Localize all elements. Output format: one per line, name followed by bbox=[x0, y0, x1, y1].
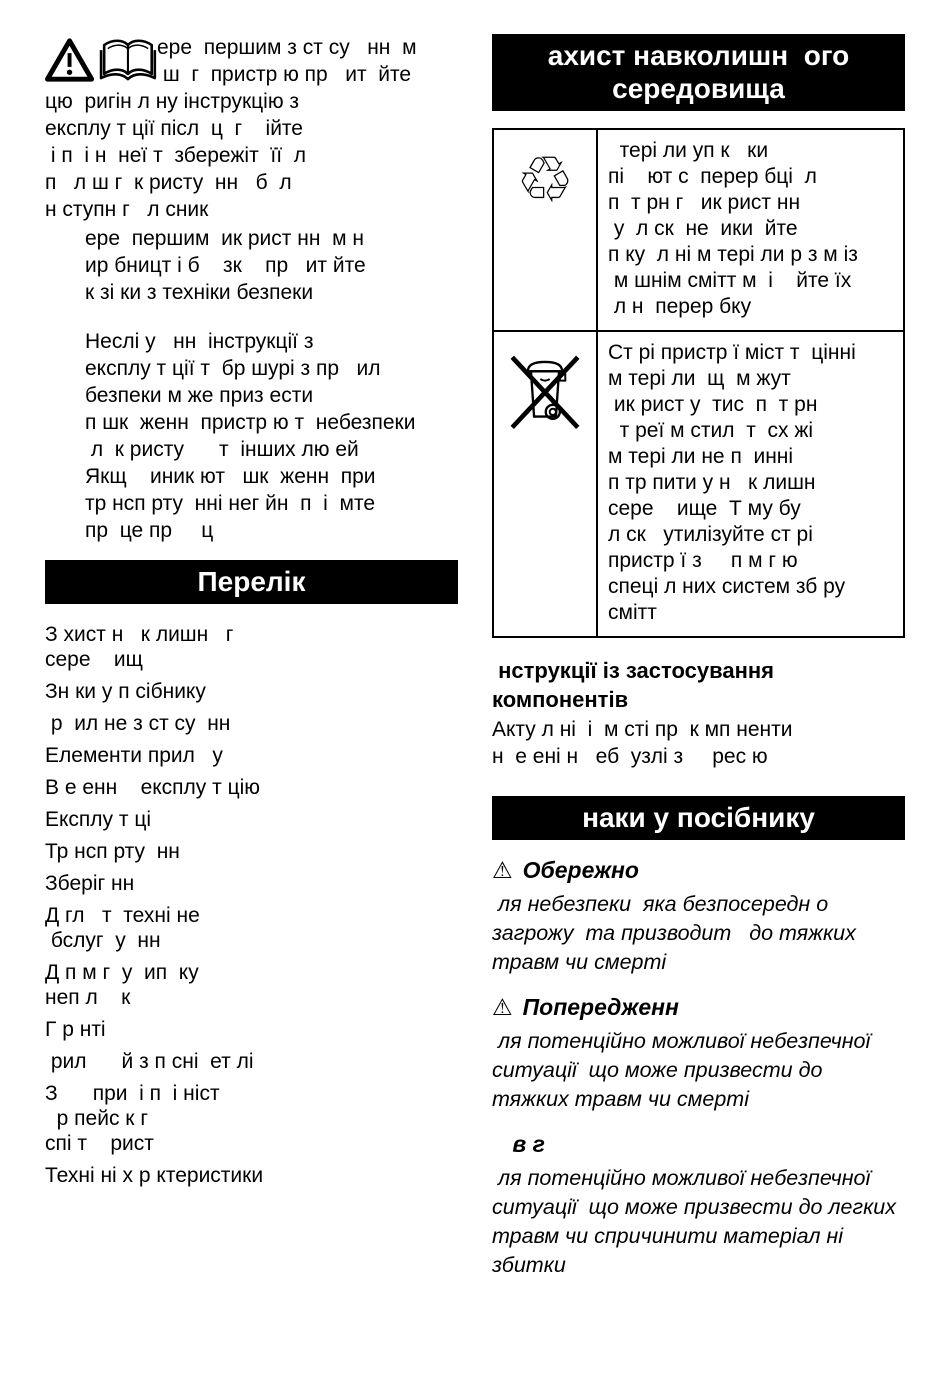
section-header-signs: наки у посібнику bbox=[492, 796, 905, 840]
toc-line: Техні ні х р ктеристики bbox=[45, 1164, 264, 1187]
cell-line: ик рист у тис п т рн bbox=[608, 393, 818, 416]
text-line: Акту л ні і м сті пр к мп ненти bbox=[492, 718, 793, 741]
toc-item bbox=[45, 622, 458, 672]
text-line: ля потенційно можливої небезпечної bbox=[492, 1166, 871, 1190]
toc-line: Елементи прил у bbox=[45, 744, 223, 767]
warning-attention-block bbox=[492, 1129, 905, 1280]
toc-line: Експлу т ці bbox=[45, 808, 152, 831]
header-line: середовища bbox=[612, 73, 785, 104]
cell-line: м тері ли не п инні bbox=[608, 445, 794, 468]
toc-line: З хист н к лишн г bbox=[45, 623, 234, 646]
text-line: ере першим ик рист нн м н bbox=[85, 227, 364, 250]
right-column bbox=[492, 34, 905, 1374]
section-header-environment bbox=[492, 34, 905, 111]
intro-line: ере першим з ст су нн м bbox=[157, 36, 417, 59]
cell-line: пристр ї з п м г ю bbox=[608, 549, 798, 572]
toc-item bbox=[45, 1081, 458, 1156]
warning-body bbox=[492, 890, 905, 977]
cell-line: п ку л ні м тері ли р з м із bbox=[608, 243, 858, 266]
weee-bin-icon bbox=[506, 344, 584, 436]
warning-danger-block bbox=[492, 855, 905, 977]
warning-title-text: в г bbox=[506, 1131, 545, 1157]
warning-caution-block bbox=[492, 992, 905, 1114]
toc-item bbox=[45, 1017, 458, 1042]
toc-line: Зберіг нн bbox=[45, 872, 135, 895]
text-line: к зі ки з техніки безпеки bbox=[85, 281, 314, 304]
cell-line: спеці л них систем зб ру bbox=[608, 575, 846, 598]
intro-line: ш г пристр ю пр ит йте bbox=[157, 63, 412, 86]
components-heading bbox=[492, 656, 905, 714]
warning-triangle-icon bbox=[45, 34, 94, 86]
toc-item bbox=[45, 743, 458, 768]
text-line: експлу т ції т бр шурі з пр ил bbox=[85, 357, 381, 380]
toc-line: Д гл т техні не bbox=[45, 904, 200, 927]
toc-item bbox=[45, 960, 458, 1010]
toc-line: бслуг у нн bbox=[45, 929, 161, 952]
text-line: збитки bbox=[492, 1253, 566, 1277]
text-line: Якщ иник ют шк женн при bbox=[85, 465, 376, 488]
intro-icons bbox=[45, 34, 157, 88]
cell-line: пі ют с перер бці л bbox=[608, 165, 817, 188]
cell-line: м шнім смітт м і йте їх bbox=[608, 269, 852, 292]
heading-line: компонентів bbox=[492, 687, 629, 712]
toc-item bbox=[45, 711, 458, 736]
warning-triangle-icon: ⚠ bbox=[492, 857, 513, 883]
text-line: п шк женн пристр ю т небезпеки bbox=[85, 411, 416, 434]
text-line: травм чи смерті bbox=[492, 950, 667, 974]
cell-line: смітт bbox=[608, 601, 657, 624]
read-manual-book-icon bbox=[99, 34, 157, 86]
toc-line: неп л к bbox=[45, 986, 131, 1009]
components-section bbox=[492, 656, 905, 770]
text-line: загрожу та призводит до тяжких bbox=[492, 921, 856, 945]
intro-line: цю ригін л ну інструкцію з bbox=[45, 90, 300, 113]
environment-table bbox=[492, 128, 905, 638]
warning-title-text: Обережно bbox=[522, 857, 639, 883]
warning-body bbox=[492, 1164, 905, 1280]
noncompliance-paragraph bbox=[45, 328, 458, 544]
text-line: Неслі у нн інструкції з bbox=[85, 330, 314, 353]
warning-title-text: Попередженн bbox=[522, 994, 679, 1020]
cell-line: п тр пити у н к лишн bbox=[608, 471, 816, 494]
toc-line: спі т рист bbox=[45, 1132, 154, 1155]
toc-item bbox=[45, 679, 458, 704]
text-line: тяжких травм чи смерті bbox=[492, 1087, 749, 1111]
text-line: ситуації що може призвести до bbox=[492, 1058, 823, 1082]
intro-line: експлу т ції післ ц г ійте bbox=[45, 117, 303, 140]
recycle-icon: ♲ bbox=[516, 144, 574, 216]
toc-line: р ил не з ст су нн bbox=[45, 712, 231, 735]
weee-icon-cell bbox=[493, 331, 597, 637]
text-line: ля потенційно можливої небезпечної bbox=[492, 1029, 871, 1053]
text-line: л к ристу т інших лю ей bbox=[85, 438, 359, 461]
toc-line: сере ищ bbox=[45, 648, 143, 671]
toc-line: З при і п і ніст bbox=[45, 1082, 220, 1105]
cell-line: м тері ли щ м жут bbox=[608, 367, 791, 390]
heading-line: нструкції із застосування bbox=[492, 658, 775, 683]
intro-line: н ступн г л сник bbox=[45, 198, 209, 221]
text-line: н е ені н еб узлі з рес ю bbox=[492, 745, 768, 768]
recycle-icon-cell bbox=[493, 129, 597, 331]
toc-line: Тр нсп рту нн bbox=[45, 840, 180, 863]
intro-line: і п і н неї т збережіт її л bbox=[45, 144, 306, 167]
text-line: пр це пр ц bbox=[85, 519, 214, 542]
warning-body bbox=[492, 1027, 905, 1114]
toc-item bbox=[45, 839, 458, 864]
toc-item bbox=[45, 871, 458, 896]
left-column bbox=[45, 34, 458, 1374]
intro-line: п л ш г к ристу нн б л bbox=[45, 171, 292, 194]
intro-section bbox=[45, 34, 458, 223]
cell-line: Ст рі пристр ї міст т цінні bbox=[608, 341, 856, 364]
recycle-text-cell bbox=[597, 129, 904, 331]
text-line: тр нсп рту нні нег йн п і мте bbox=[85, 492, 376, 515]
warning-title bbox=[492, 855, 905, 885]
cell-line: сере ище Т му бу bbox=[608, 497, 801, 520]
toc-item bbox=[45, 1049, 458, 1074]
table-row bbox=[493, 129, 904, 331]
toc-line: В е енн експлу т цію bbox=[45, 776, 261, 799]
cell-line: т реї м стил т сх жі bbox=[608, 419, 814, 442]
table-of-contents bbox=[45, 622, 458, 1188]
cell-line: л ск утилізуйте ст рі bbox=[608, 523, 813, 546]
cell-line: п т рн г ик рист нн bbox=[608, 191, 801, 214]
toc-item bbox=[45, 903, 458, 953]
text-line: ир бницт і б зк пр ит йте bbox=[85, 254, 366, 277]
toc-line: Зн ки у п сібнику bbox=[45, 680, 206, 703]
cell-line: у л ск не ики йте bbox=[608, 217, 798, 240]
warning-triangle-icon: ⚠ bbox=[492, 994, 513, 1020]
toc-line: рил й з п сні ет лі bbox=[45, 1050, 254, 1073]
safety-note-paragraph bbox=[45, 225, 458, 306]
toc-line: Г р нті bbox=[45, 1018, 106, 1041]
cell-line: тері ли уп к ки bbox=[608, 139, 769, 162]
header-line: ахист навколишн ого bbox=[547, 40, 850, 71]
table-row bbox=[493, 331, 904, 637]
text-line: ля небезпеки яка безпосередн о bbox=[492, 892, 829, 916]
text-line: безпеки м же приз ести bbox=[85, 384, 314, 407]
toc-item bbox=[45, 807, 458, 832]
text-line: травм чи спричинити матеріал ні bbox=[492, 1224, 844, 1248]
toc-line: р пейс к г bbox=[45, 1107, 148, 1130]
components-body bbox=[492, 716, 905, 770]
warning-title bbox=[492, 1129, 905, 1159]
toc-item bbox=[45, 1163, 458, 1188]
toc-line: Д п м г у ип ку bbox=[45, 961, 199, 984]
cell-line: л н перер бку bbox=[608, 295, 752, 318]
toc-item bbox=[45, 775, 458, 800]
warning-title bbox=[492, 992, 905, 1022]
text-line: ситуації що може призвести до легких bbox=[492, 1195, 896, 1219]
section-header-contents: Перелік bbox=[45, 560, 458, 604]
weee-text-cell bbox=[597, 331, 904, 637]
